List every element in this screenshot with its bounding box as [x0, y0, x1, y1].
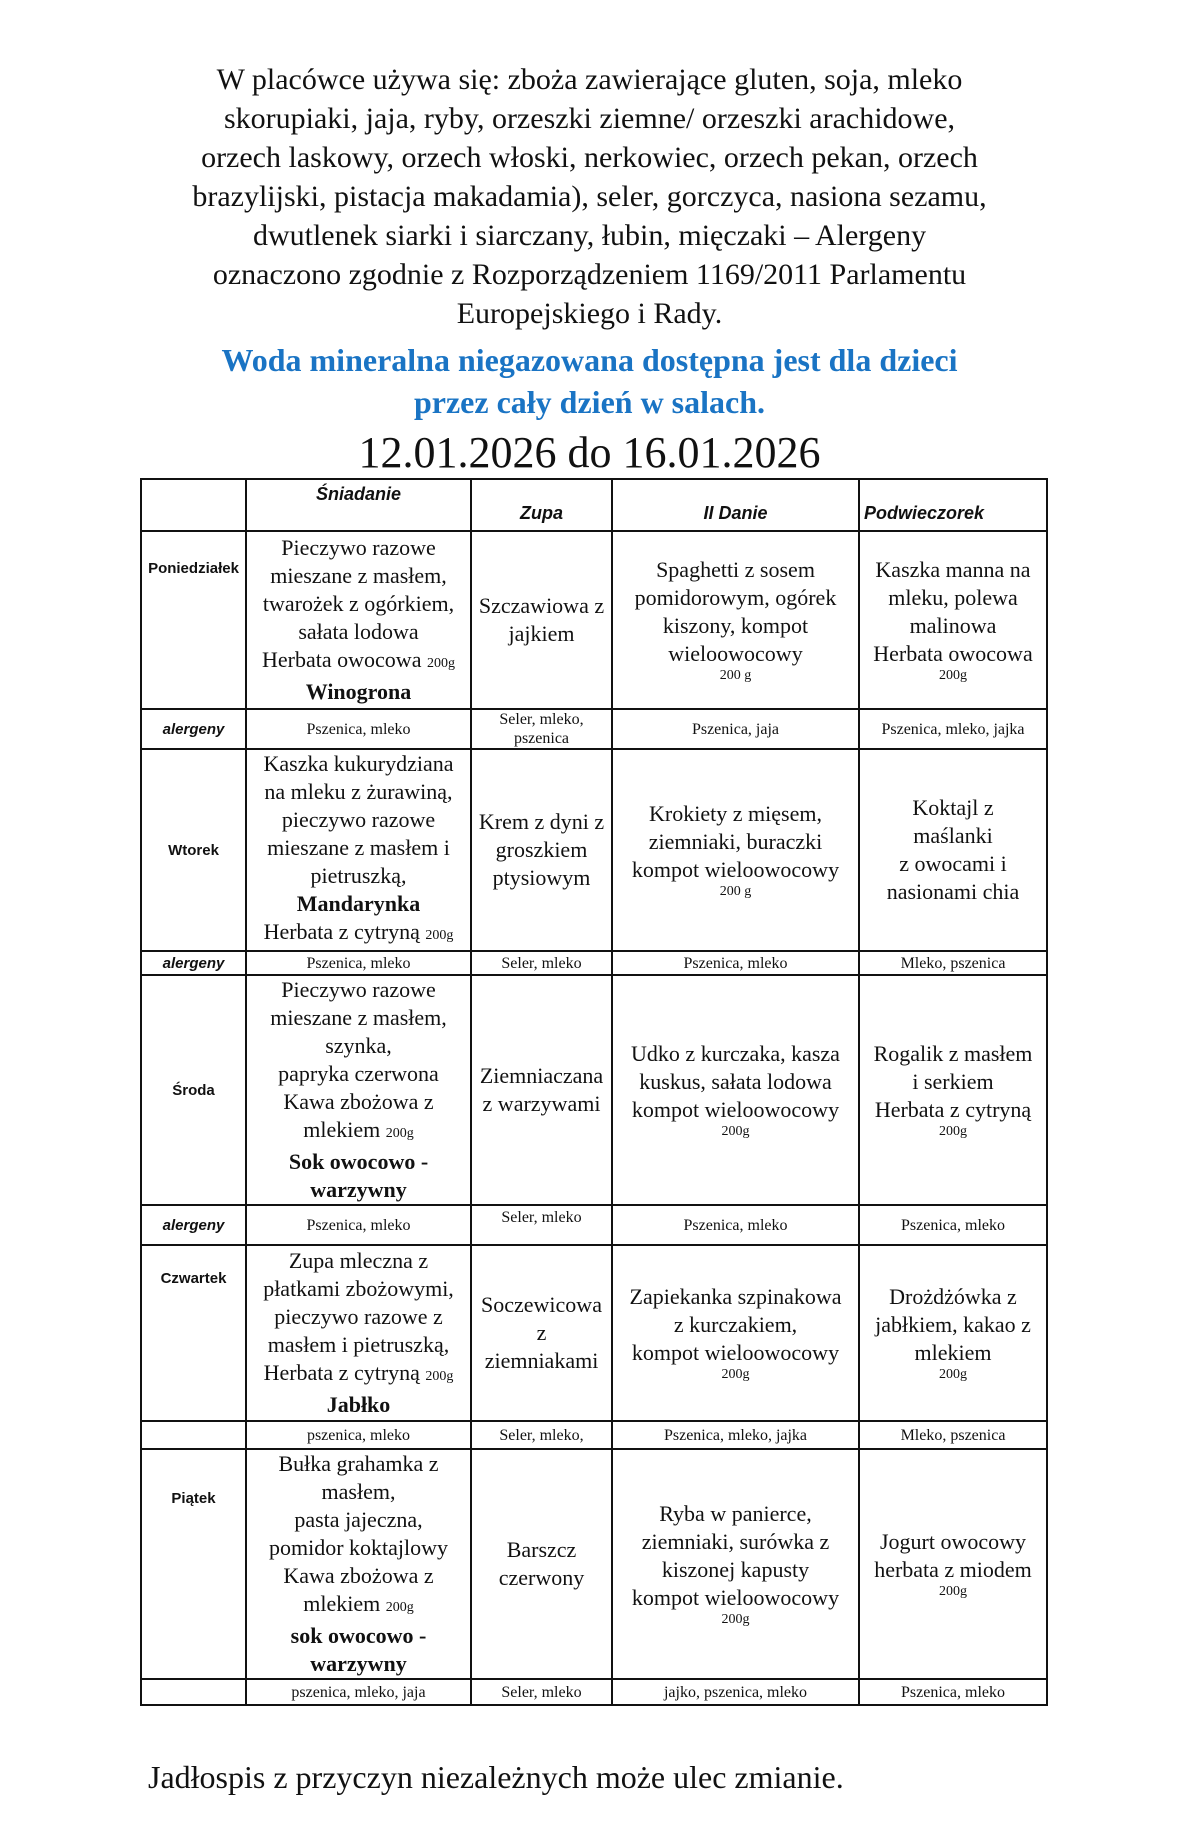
breakfast-text: mlekiem — [303, 1117, 381, 1142]
breakfast-text: Pieczywo razowe — [281, 535, 436, 560]
breakfast-line — [249, 1391, 468, 1419]
breakfast-text: mieszane z masłem i — [267, 835, 450, 860]
menu-line: maślanki — [913, 823, 993, 848]
breakfast-line — [249, 646, 468, 678]
menu-line: groszkiem — [495, 837, 588, 862]
main-course-cell — [612, 1245, 859, 1421]
allergen-cell: Pszenica, mleko — [859, 1205, 1047, 1245]
menu-line: kuskus, sałata lodowa — [639, 1069, 832, 1094]
allergen-cell: Pszenica, mleko — [859, 1679, 1047, 1705]
water-notice-line: Woda mineralna niegazowana dostępna jest dla dzieci — [221, 342, 958, 378]
allergen-cell: Mleko, pszenica — [859, 1421, 1047, 1449]
breakfast-text: warzywny — [310, 1177, 407, 1202]
breakfast-line — [249, 806, 468, 834]
menu-line: ptysiowym — [492, 865, 591, 890]
intro-line: W placówce używa się: zboża zawierające gluten, soja, mleko — [216, 63, 963, 96]
breakfast-line — [249, 618, 468, 646]
breakfast-cell — [246, 1245, 471, 1421]
allergen-cell: Pszenica, mleko — [246, 1205, 471, 1245]
allergen-cell: Pszenica, mleko, jajka — [859, 709, 1047, 749]
breakfast-text: mlekiem — [303, 1591, 381, 1616]
snack-cell — [859, 1245, 1047, 1421]
portion-size: 200g — [721, 1612, 750, 1627]
allergen-label: alergeny — [141, 951, 246, 975]
menu-line: z owocami i — [899, 851, 1007, 876]
soup-cell — [471, 975, 612, 1205]
day-row — [141, 749, 1047, 951]
allergen-label — [141, 1421, 246, 1449]
menu-line: Ryba w panierce, — [659, 1501, 812, 1526]
breakfast-line — [249, 1534, 468, 1562]
breakfast-line — [249, 1088, 468, 1116]
breakfast-text: pieczywo razowe z — [274, 1304, 443, 1329]
allergen-cell: Pszenica, mleko — [246, 709, 471, 749]
breakfast-text: Kawa zbożowa z — [283, 1089, 434, 1114]
menu-line: Krem z dyni z — [478, 809, 605, 834]
breakfast-text: Kawa zbożowa z — [283, 1563, 434, 1588]
portion-size: 200g — [939, 1367, 967, 1382]
menu-line: Krokiety z mięsem, — [649, 801, 822, 826]
menu-line: kompot wieloowocowy — [631, 1340, 840, 1365]
breakfast-text: Herbata z cytryną — [263, 1360, 420, 1385]
menu-line: Herbata owocowa — [873, 641, 1033, 666]
breakfast-cell — [246, 531, 471, 709]
allergen-cell: Mleko, pszenica — [859, 951, 1047, 975]
header-soup: Zupa — [471, 479, 612, 531]
breakfast-text: pomidor koktajlowy — [268, 1535, 449, 1560]
portion-size: 200g — [939, 1584, 967, 1599]
breakfast-line — [249, 778, 468, 806]
menu-line: kompot wieloowocowy — [631, 1097, 840, 1122]
breakfast-text: szynka, — [325, 1033, 392, 1058]
day-label: Czwartek — [141, 1245, 246, 1421]
menu-line: Herbata z cytryną — [874, 1097, 1032, 1122]
breakfast-text: pieczywo razowe — [281, 807, 436, 832]
menu-line: Jogurt owocowy — [879, 1529, 1027, 1554]
menu-line: Zapiekanka szpinakowa — [629, 1284, 842, 1309]
menu-line: Spaghetti z sosem — [656, 557, 815, 582]
intro-line: orzech laskowy, orzech włoski, nerkowiec, orzech pekan, orzech — [201, 141, 978, 174]
breakfast-line — [249, 918, 468, 950]
menu-line: z — [536, 1320, 547, 1345]
menu-line: Drożdżówka z — [889, 1284, 1017, 1309]
breakfast-cell — [246, 1449, 471, 1679]
breakfast-text: papryka czerwona — [278, 1061, 439, 1086]
breakfast-line — [249, 1506, 468, 1534]
allergen-row — [141, 1421, 1047, 1449]
breakfast-line — [249, 1478, 468, 1506]
breakfast-text: warzywny — [310, 1651, 407, 1676]
allergen-cell: Seler, mleko, — [471, 1421, 612, 1449]
menu-line: i serkiem — [912, 1069, 994, 1094]
day-row — [141, 1245, 1047, 1421]
portion-size: 200g — [939, 1124, 967, 1139]
date-range: 12.01.2026 do 16.01.2026 — [358, 428, 821, 477]
breakfast-line — [249, 1359, 468, 1391]
soup-cell — [471, 531, 612, 709]
breakfast-line — [249, 1176, 468, 1204]
menu-line: mleku, polewa — [888, 585, 1018, 610]
breakfast-text: twarożek z ogórkiem, — [262, 591, 455, 616]
breakfast-line — [249, 1247, 468, 1275]
menu-line: herbata z miodem — [874, 1557, 1032, 1582]
breakfast-text: Bułka grahamka z — [278, 1451, 439, 1476]
menu-line: Barszcz — [506, 1537, 577, 1562]
snack-cell — [859, 749, 1047, 951]
menu-line: nasionami chia — [886, 879, 1020, 904]
portion-size: 200 g — [719, 884, 752, 899]
menu-line: pomidorowym, ogórek — [634, 585, 837, 610]
menu-line: Rogalik z masłem — [873, 1041, 1033, 1066]
allergen-cell: Pszenica, mleko — [612, 1205, 859, 1245]
soup-cell — [471, 749, 612, 951]
header-corner — [141, 479, 246, 531]
breakfast-line — [249, 534, 468, 562]
allergen-label: alergeny — [141, 1205, 246, 1245]
breakfast-line — [249, 1622, 468, 1650]
allergen-label — [141, 1679, 246, 1705]
footer-note: Jadłospis z przyczyn niezależnych może ulec zmianie. — [148, 1759, 844, 1795]
breakfast-cell — [246, 975, 471, 1205]
breakfast-line — [249, 1004, 468, 1032]
portion-size: 200g — [425, 928, 454, 943]
allergen-cell: jajko, pszenica, mleko — [612, 1679, 859, 1705]
breakfast-line — [249, 890, 468, 918]
menu-line: ziemniakami — [484, 1348, 599, 1373]
breakfast-text: mieszane z masłem, — [270, 563, 447, 588]
portion-size: 200g — [385, 1600, 414, 1615]
menu-line: kiszony, kompot — [662, 613, 809, 638]
breakfast-line — [249, 1590, 468, 1622]
menu-line: kompot wieloowocowy — [631, 1585, 840, 1610]
day-row — [141, 975, 1047, 1205]
portion-size: 200g — [939, 668, 967, 683]
breakfast-text: Herbata owocowa — [262, 647, 422, 672]
breakfast-text: Herbata z cytryną — [263, 919, 420, 944]
intro-line: brazylijski, pistacja makadamia), seler, gorczyca, nasiona sezamu, — [192, 180, 987, 213]
breakfast-text: pietruszką, — [310, 863, 407, 888]
menu-line: ziemniaki, surówka z — [641, 1529, 830, 1554]
intro-line: dwutlenek siarki i siarczany, łubin, mięczaki – Alergeny — [252, 219, 927, 252]
menu-line: z warzywami — [482, 1091, 601, 1116]
breakfast-line — [249, 862, 468, 890]
breakfast-text: Winogrona — [305, 679, 412, 704]
allergen-label: alergeny — [141, 709, 246, 749]
day-label: Poniedziałek — [141, 531, 246, 709]
breakfast-text: pasta jajeczna, — [294, 1507, 423, 1532]
breakfast-text: Zupa mleczna z — [288, 1248, 429, 1273]
breakfast-text: masłem, — [321, 1479, 396, 1504]
soup-cell — [471, 1449, 612, 1679]
breakfast-text: Pieczywo razowe — [281, 977, 436, 1002]
portion-size: 200g — [721, 1367, 750, 1382]
day-row — [141, 531, 1047, 709]
day-label: Wtorek — [141, 749, 246, 951]
main-course-cell — [612, 749, 859, 951]
breakfast-line — [249, 1032, 468, 1060]
day-label: Środa — [141, 975, 246, 1205]
header-snack: Podwieczorek — [859, 479, 1047, 531]
breakfast-text: sałata lodowa — [298, 619, 419, 644]
breakfast-line — [249, 834, 468, 862]
day-label: Piątek — [141, 1449, 246, 1679]
menu-line: Ziemniaczana — [479, 1063, 604, 1088]
breakfast-text: mieszane z masłem, — [270, 1005, 447, 1030]
menu-line: kompot wieloowocowy — [631, 857, 840, 882]
menu-line: ziemniaki, buraczki — [648, 829, 823, 854]
intro-line: Europejskiego i Rady. — [456, 297, 723, 330]
menu-line: jabłkiem, kakao z — [875, 1312, 1031, 1337]
allergen-row — [141, 951, 1047, 975]
menu-table — [140, 478, 1048, 1706]
breakfast-text: płatkami zbożowymi, — [263, 1276, 454, 1301]
allergen-cell: Seler, mleko — [471, 951, 612, 975]
allergen-cell: Pszenica, mleko — [246, 951, 471, 975]
breakfast-text: masłem i pietruszką, — [267, 1332, 450, 1357]
menu-line: Soczewicowa — [481, 1292, 602, 1317]
allergen-cell: Seler, mleko, pszenica — [471, 709, 612, 749]
menu-line: wieloowocowy — [668, 641, 803, 666]
allergen-cell: Seler, mleko — [471, 1205, 612, 1245]
header-main: II Danie — [612, 479, 859, 531]
breakfast-line — [249, 1450, 468, 1478]
portion-size: 200g — [721, 1124, 750, 1139]
breakfast-text: na mleku z żurawiną, — [264, 779, 453, 804]
breakfast-line — [249, 590, 468, 618]
breakfast-line — [249, 1303, 468, 1331]
breakfast-cell — [246, 749, 471, 951]
breakfast-line — [249, 1275, 468, 1303]
breakfast-text: Mandarynka — [296, 891, 421, 916]
portion-size: 200 g — [719, 668, 752, 683]
water-notice — [120, 339, 1059, 423]
breakfast-line — [249, 562, 468, 590]
breakfast-line — [249, 976, 468, 1004]
menu-line: Szczawiowa z — [478, 593, 605, 618]
water-notice-line: przez cały dzień w salach. — [413, 384, 766, 420]
menu-line: kiszonej kapusty — [661, 1557, 810, 1582]
breakfast-line — [249, 1116, 468, 1148]
breakfast-line — [249, 1650, 468, 1678]
breakfast-line — [249, 750, 468, 778]
breakfast-line — [249, 678, 468, 706]
breakfast-text: sok owocowo - — [290, 1623, 427, 1648]
allergen-cell: pszenica, mleko, jaja — [246, 1679, 471, 1705]
main-course-cell — [612, 975, 859, 1205]
allergen-row — [141, 1205, 1047, 1245]
soup-cell — [471, 1245, 612, 1421]
menu-line: Koktajl z — [912, 795, 994, 820]
allergen-cell: Seler, mleko — [471, 1679, 612, 1705]
header-row — [141, 479, 1047, 531]
main-course-cell — [612, 1449, 859, 1679]
day-row — [141, 1449, 1047, 1679]
menu-line: z kurczakiem, — [673, 1312, 798, 1337]
snack-cell — [859, 531, 1047, 709]
intro-line: oznaczono zgodnie z Rozporządzeniem 1169/2011 Parlamentu — [212, 258, 967, 291]
allergen-intro — [120, 60, 1059, 333]
menu-line: jajkiem — [508, 621, 575, 646]
breakfast-text: Sok owocowo - — [288, 1149, 429, 1174]
breakfast-line — [249, 1060, 468, 1088]
portion-size: 200g — [426, 656, 455, 671]
menu-line: czerwony — [498, 1565, 585, 1590]
header-breakfast: Śniadanie — [246, 479, 471, 531]
allergen-row — [141, 709, 1047, 749]
allergen-row — [141, 1679, 1047, 1705]
breakfast-line — [249, 1331, 468, 1359]
snack-cell — [859, 975, 1047, 1205]
allergen-cell: Pszenica, jaja — [612, 709, 859, 749]
breakfast-line — [249, 1562, 468, 1590]
menu-line: Kaszka manna na — [875, 557, 1031, 582]
main-course-cell — [612, 531, 859, 709]
menu-line: malinowa — [909, 613, 997, 638]
snack-cell — [859, 1449, 1047, 1679]
allergen-cell: Pszenica, mleko, jajka — [612, 1421, 859, 1449]
allergen-cell: pszenica, mleko — [246, 1421, 471, 1449]
portion-size: 200g — [425, 1369, 454, 1384]
portion-size: 200g — [385, 1126, 414, 1141]
breakfast-line — [249, 1148, 468, 1176]
intro-line: skorupiaki, jaja, ryby, orzeszki ziemne/ orzeszki arachidowe, — [223, 102, 956, 135]
breakfast-text: Kaszka kukurydziana — [263, 751, 454, 776]
allergen-cell: Pszenica, mleko — [612, 951, 859, 975]
menu-line: mlekiem — [914, 1340, 992, 1365]
menu-line: Udko z kurczaka, kasza — [631, 1041, 840, 1066]
breakfast-text: Jabłko — [326, 1392, 391, 1417]
